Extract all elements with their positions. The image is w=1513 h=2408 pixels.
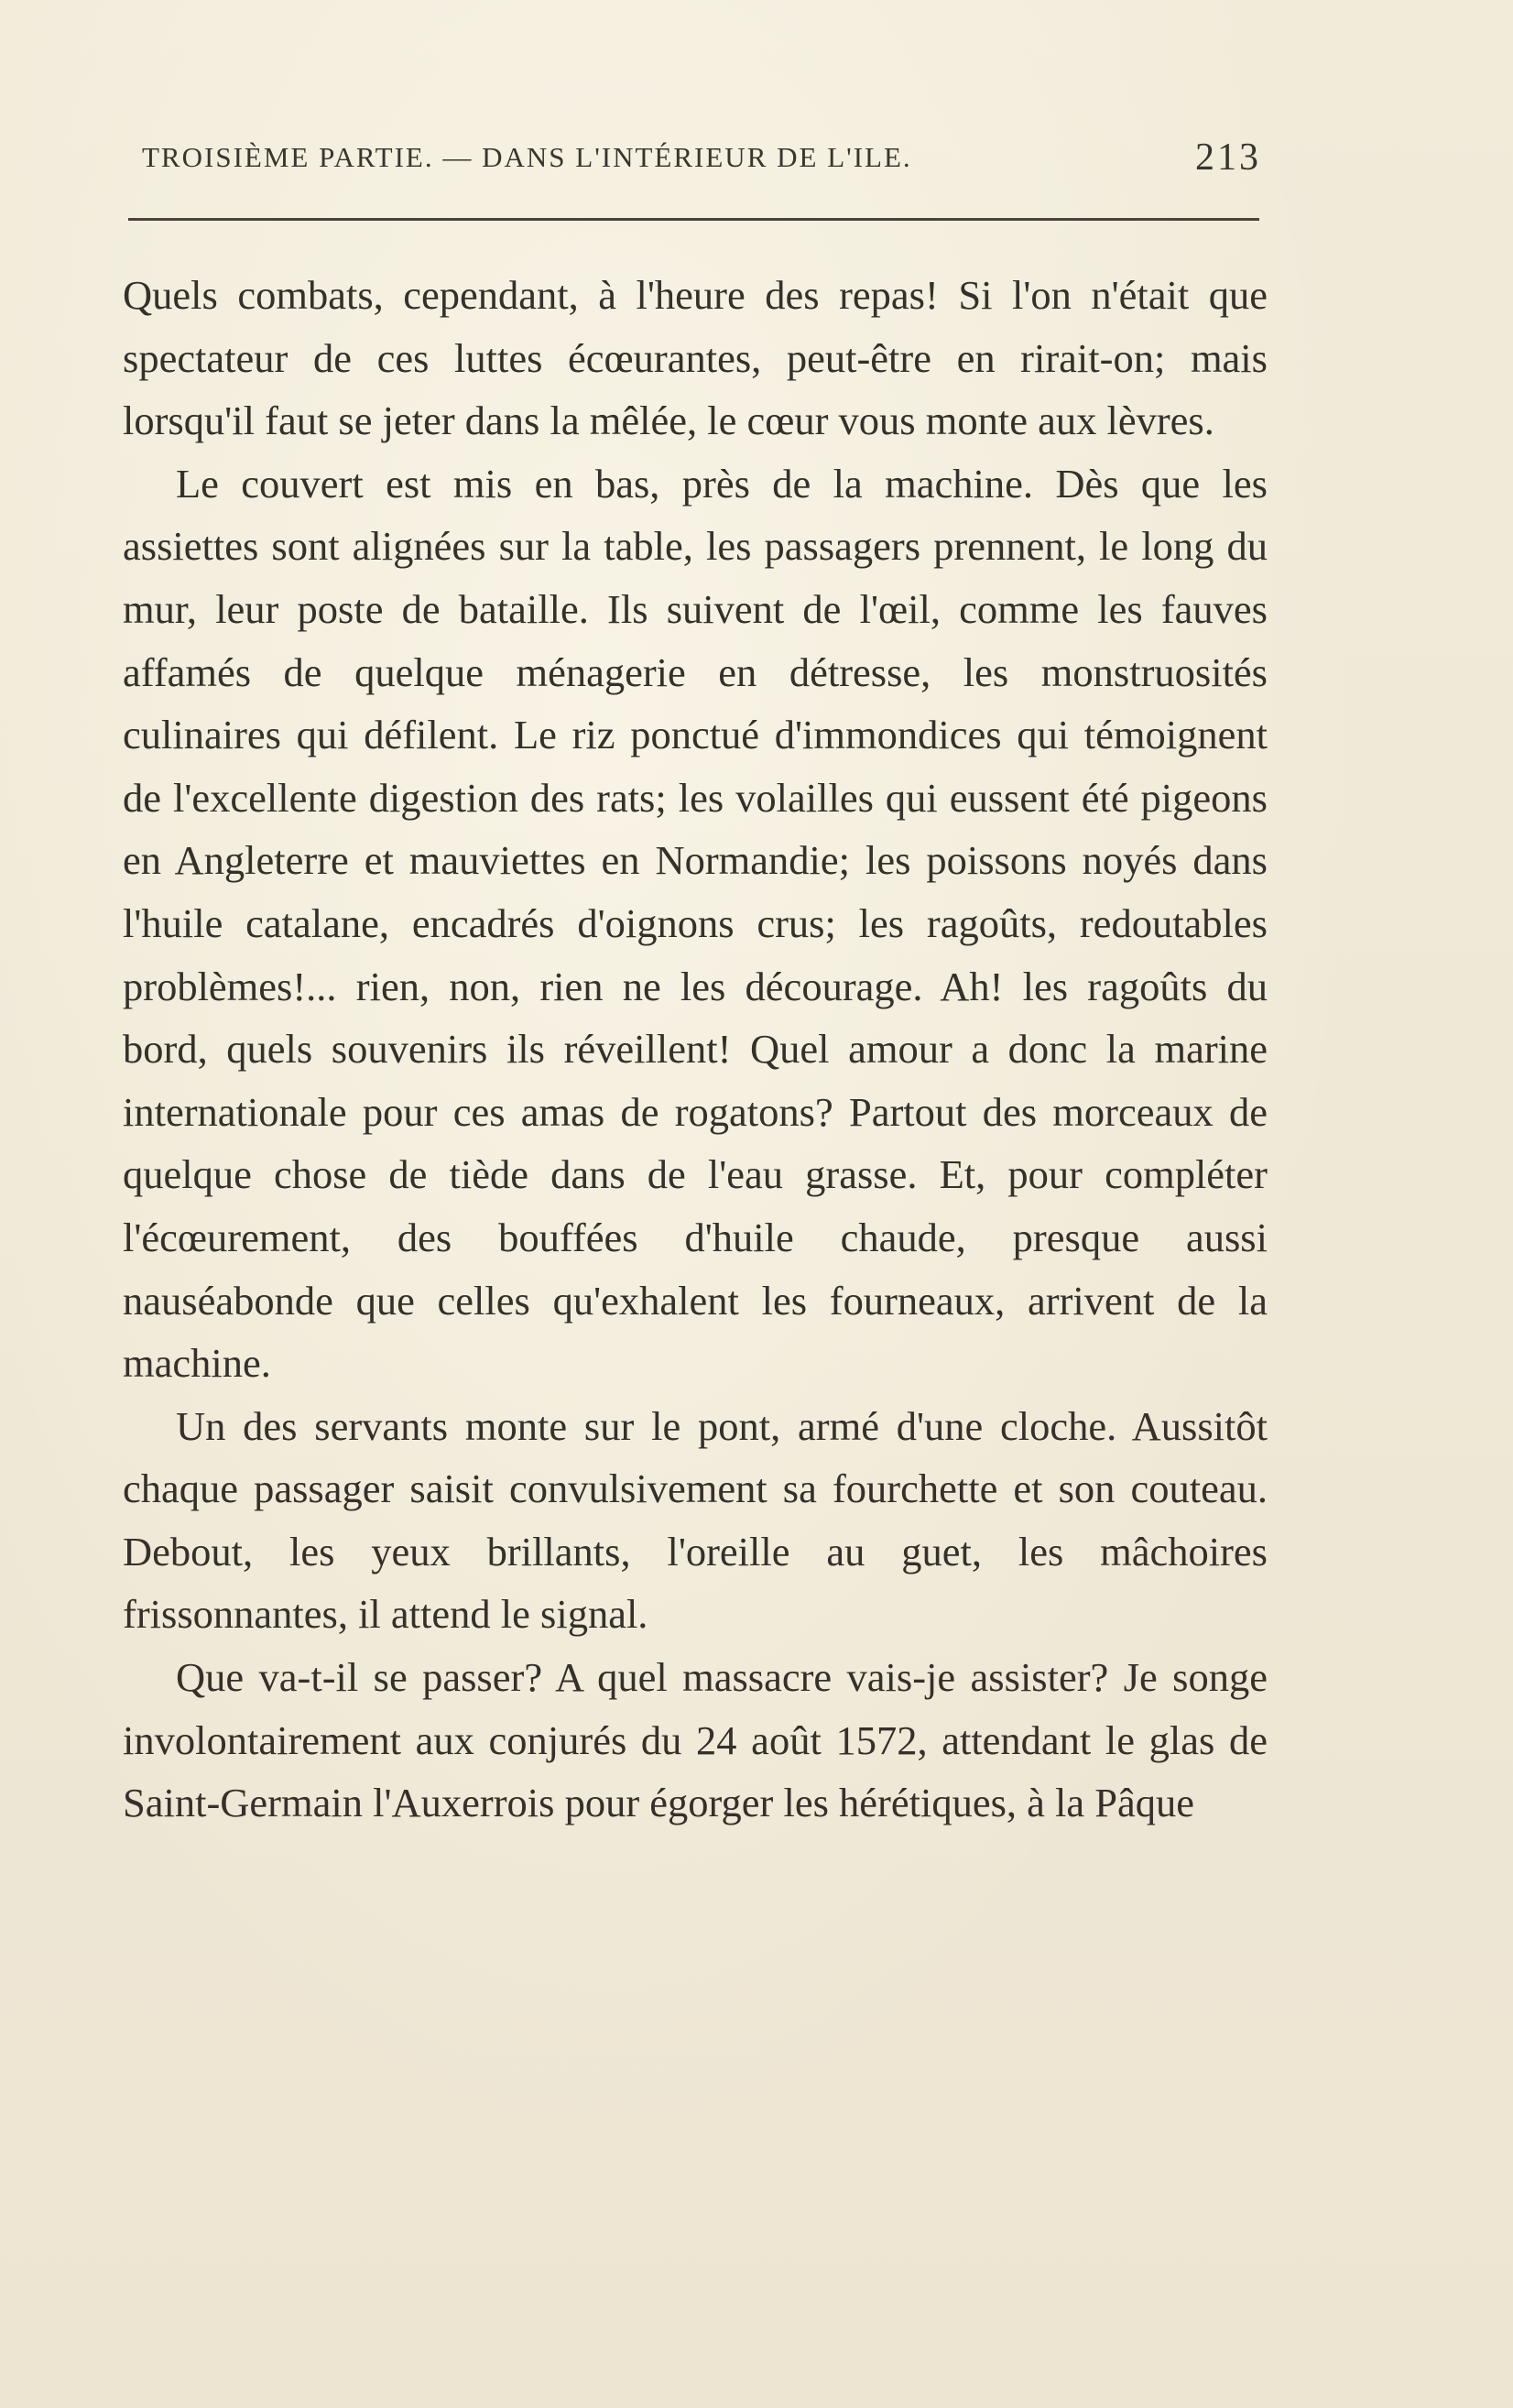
header-rule <box>128 218 1259 221</box>
running-title: TROISIÈME PARTIE. — DANS L'INTÉRIEUR DE L'ILE. <box>142 141 912 173</box>
paragraph: Quels combats, cependant, à l'heure des repas! Si l'on n'était que spectateur de ces luttes écœurantes, peut-être en rirait-on; mais lorsqu'il faut se jeter dans la mêlée, le cœur vous monte aux lèvres. <box>123 272 1268 444</box>
page-number: 213 <box>1195 136 1261 179</box>
paragraph: Le couvert est mis en bas, près de la machine. Dès que les assiettes sont alignées sur la table, les passagers prennent, le long du mur, leur poste de bataille. Ils suivent de l'œil, comme les fauves affamés de quelque ménagerie en détresse, les monstruosités culinaires qui défilent. Le riz ponctué d'immondices qui témoignent de l'excellente digestion des rats; les volailles qui eussent été pigeons en Angleterre et mauviettes en Normandie; les poissons noyés dans l'huile catalane, encadrés d'oignons crus; les ragoûts, redoutables problèmes!... rien, non, rien ne les décourage. Ah! les ragoûts du bord, quels souvenirs ils réveillent! Quel amour a donc la marine internationale pour ces amas de rogatons? Partout des morceaux de quelque chose de tiède dans de l'eau grasse. Et, pour compléter l'écœurement, des bouffées d'huile chaude, presque aussi nauséabonde que celles qu'exhalent les fourneaux, arrivent de la machine. <box>123 460 1268 1387</box>
paragraph: Un des servants monte sur le pont, armé d'une cloche. Aussitôt chaque passager saisit convulsivement sa fourchette et son couteau. Debout, les yeux brillants, l'oreille au guet, les mâchoires frissonnantes, il attend le signal. <box>123 1402 1268 1638</box>
running-head <box>142 136 1261 187</box>
body-text <box>123 264 1268 1835</box>
paragraph: Que va-t-il se passer? A quel massacre vais-je assister? Je songe involontairement aux conjurés du 24 août 1572, attendant le glas de Saint-Germain l'Auxerrois pour égorger les hérétiques, à la Pâque <box>123 1654 1268 1826</box>
